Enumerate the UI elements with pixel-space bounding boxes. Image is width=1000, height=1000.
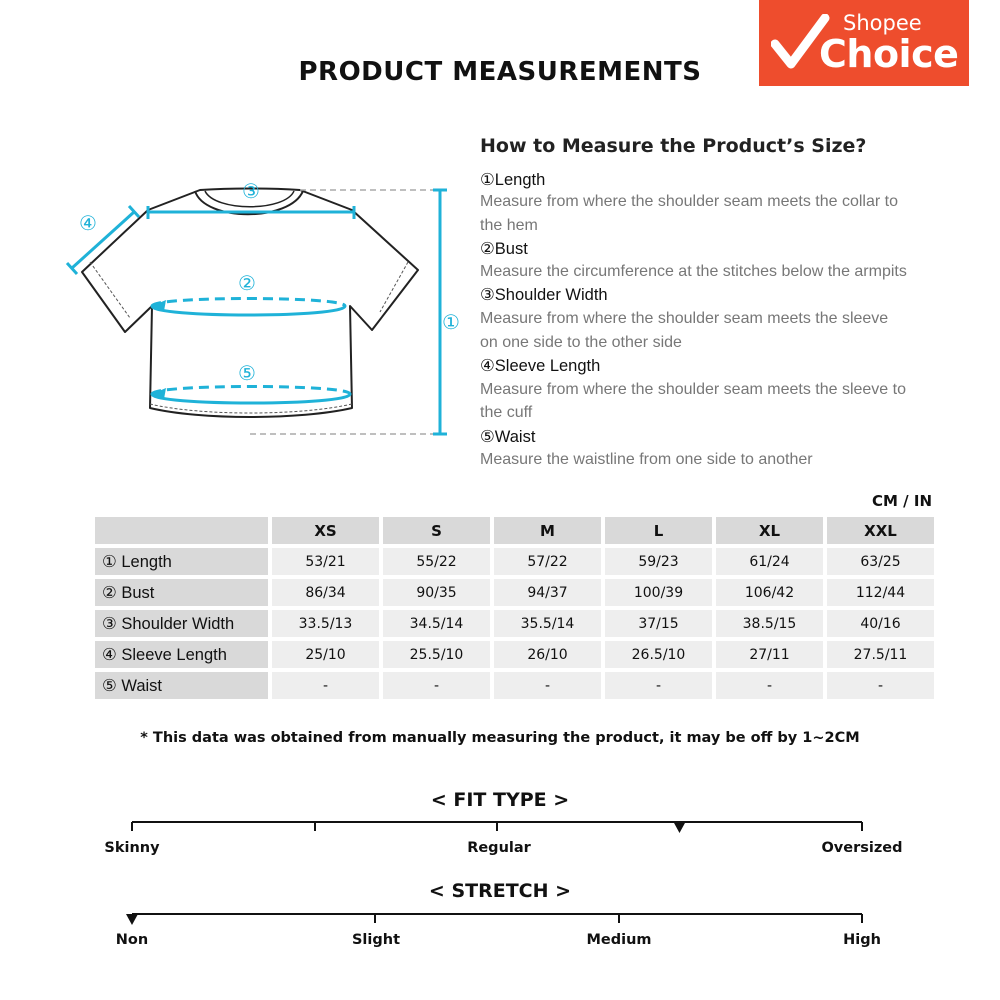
guide-heading-shoulder: ③Shoulder Width (480, 286, 608, 304)
table-cell: 34.5/14 (383, 610, 490, 637)
row-label-sleeve-length: ④ Sleeve Length (95, 641, 268, 668)
table-cell: 27/11 (716, 641, 823, 668)
table-cell: 86/34 (272, 579, 379, 606)
table-cell: 55/22 (383, 548, 490, 575)
row-label-length: ① Length (95, 548, 268, 575)
badge-brand-text: Shopee (843, 11, 922, 35)
table-cell: 90/35 (383, 579, 490, 606)
marker-2: ② (238, 271, 256, 295)
table-cell: 38.5/15 (716, 610, 823, 637)
fit-label-oversized: Oversized (821, 840, 903, 856)
table-cell: 25/10 (272, 641, 379, 668)
table-cell: 61/24 (716, 548, 823, 575)
guide-heading-length: ①Length (480, 171, 546, 189)
row-label-waist: ⑤ Waist (95, 672, 268, 699)
table-cell: 37/15 (605, 610, 712, 637)
column-header: XXL (827, 517, 934, 544)
table-cell: - (494, 672, 601, 699)
column-header: S (383, 517, 490, 544)
marker-4: ④ (79, 211, 97, 235)
stretch-scale (120, 904, 880, 934)
fit-label-skinny: Skinny (104, 840, 160, 856)
stretch-label-high: High (843, 932, 881, 948)
guide-desc-bust: Measure the circumference at the stitches below the armpits (480, 263, 907, 280)
table-cell: 59/23 (605, 548, 712, 575)
marker-1: ① (442, 310, 460, 334)
table-cell: - (272, 672, 379, 699)
marker-5: ⑤ (238, 361, 256, 385)
guide-desc-shoulder-2: on one side to the other side (480, 334, 682, 351)
table-corner (95, 517, 268, 544)
fit-indicator-icon (674, 822, 686, 833)
table-cell: - (605, 672, 712, 699)
tshirt-diagram (55, 170, 475, 450)
stretch-indicator-icon (126, 914, 138, 925)
table-cell: 40/16 (827, 610, 934, 637)
table-cell: 33.5/13 (272, 610, 379, 637)
guide-desc-length: Measure from where the shoulder seam meets the collar to (480, 193, 898, 210)
guide-desc-sleeve: Measure from where the shoulder seam meets the sleeve to (480, 381, 906, 398)
table-cell: 100/39 (605, 579, 712, 606)
table-cell: 63/25 (827, 548, 934, 575)
table-cell: 26/10 (494, 641, 601, 668)
measurement-note: * This data was obtained from manually measuring the product, it may be off by 1~2CM (140, 730, 860, 746)
column-header: L (605, 517, 712, 544)
guide-desc-sleeve-2: the cuff (480, 404, 533, 421)
stretch-label-slight: Slight (351, 932, 401, 948)
table-cell: 25.5/10 (383, 641, 490, 668)
table-cell: 27.5/11 (827, 641, 934, 668)
guide-desc-shoulder: Measure from where the shoulder seam meets the sleeve (480, 310, 889, 327)
table-cell: 35.5/14 (494, 610, 601, 637)
unit-label: CM / IN (872, 492, 932, 510)
page-title: PRODUCT MEASUREMENTS (298, 57, 702, 87)
guide-title: How to Measure the Product’s Size? (480, 135, 867, 157)
table-cell: - (827, 672, 934, 699)
table-cell: - (716, 672, 823, 699)
table-cell: 106/42 (716, 579, 823, 606)
column-header: M (494, 517, 601, 544)
row-label-shoulder-width: ③ Shoulder Width (95, 610, 268, 637)
row-label-bust: ② Bust (95, 579, 268, 606)
table-cell: 94/37 (494, 579, 601, 606)
guide-heading-sleeve: ④Sleeve Length (480, 357, 601, 375)
guide-desc-length-2: the hem (480, 217, 538, 234)
guide-heading-bust: ②Bust (480, 240, 528, 258)
badge-choice-text: Choice (819, 32, 959, 76)
shopee-choice-badge (759, 0, 969, 86)
stretch-label-non: Non (115, 932, 149, 948)
guide-heading-waist: ⑤Waist (480, 428, 536, 446)
marker-3: ③ (242, 179, 260, 203)
table-cell: 26.5/10 (605, 641, 712, 668)
stretch-title: < STRETCH > (428, 880, 572, 902)
stretch-label-medium: Medium (586, 932, 652, 948)
fit-type-title: < FIT TYPE > (430, 789, 570, 811)
column-header: XL (716, 517, 823, 544)
column-header: XS (272, 517, 379, 544)
fit-label-regular: Regular (467, 840, 531, 856)
guide-desc-waist: Measure the waistline from one side to another (480, 451, 813, 468)
table-cell: 53/21 (272, 548, 379, 575)
table-cell: 57/22 (494, 548, 601, 575)
table-cell: - (383, 672, 490, 699)
table-cell: 112/44 (827, 579, 934, 606)
